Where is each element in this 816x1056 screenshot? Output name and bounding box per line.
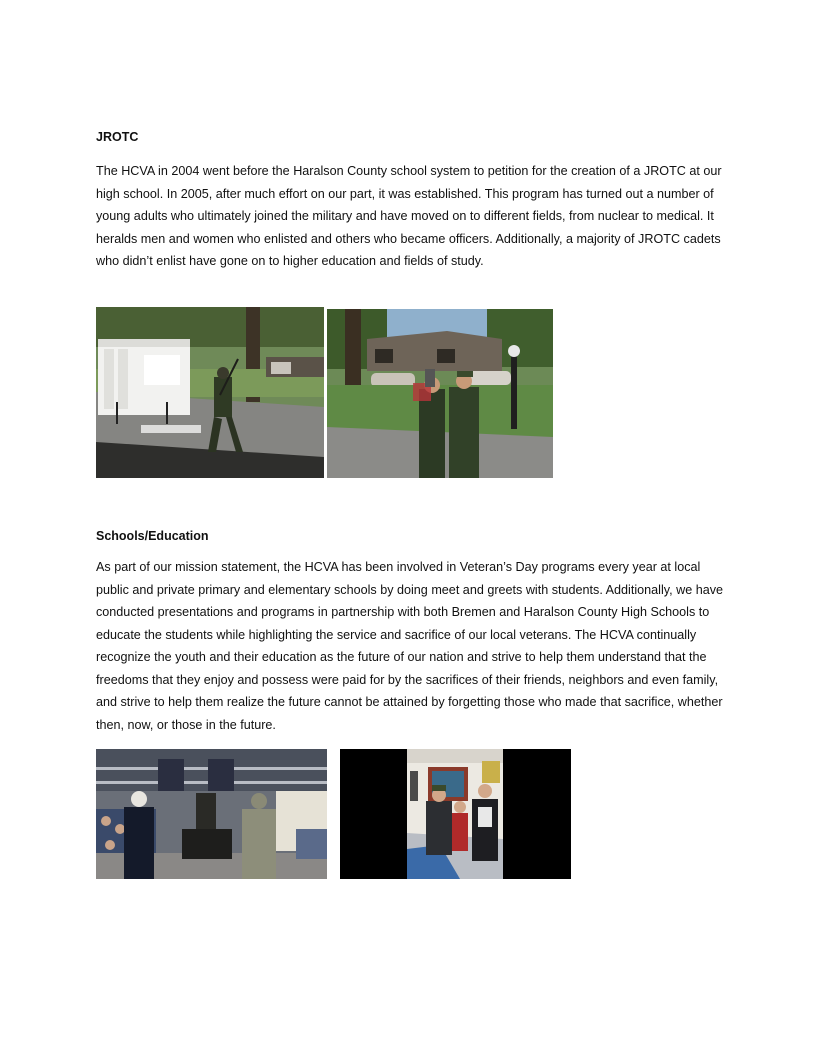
jrotc-photo-cadets — [327, 309, 553, 478]
schools-photo-hallway — [340, 749, 571, 879]
schools-photo-gym-ceremony — [96, 749, 327, 879]
schools-heading: Schools/Education — [96, 529, 209, 543]
jrotc-heading: JROTC — [96, 130, 139, 144]
schools-paragraph: As part of our mission statement, the HCVA has been involved in Veteran’s Day programs every year at local public and private primary and elementary schools by doing meet and greets with students. Additionally, we have conducted presentations and programs in partnership with both Bremen and Haralson County High Schools to educate the students while highlighting the service and sacrifice of our local veterans. The HCVA continually recognize the youth and their education as the future of our nation and strive to help them understand that the freedoms that they enjoy and possess were paid for by the sacrifices of their friends, neighbors and even family, and strive to help them realize the future cannot be attained by forgetting those who made that sacrifice, whether then, now, or those in the future. — [96, 560, 724, 732]
jrotc-paragraph: The HCVA in 2004 went before the Haralson County school system to petition for the creation of a JROTC at our high school. In 2005, after much effort on our part, it was established. This program has turned out a number of young adults who ultimately joined the military and have moved on to different fields, from nuclear to medical. It heralds men and women who enlisted and others who became officers. Additionally, a majority of JROTC cadets who didn’t enlist have gone on to higher education and fields of study. — [96, 164, 722, 268]
jrotc-photo-honor-guard — [96, 307, 324, 478]
